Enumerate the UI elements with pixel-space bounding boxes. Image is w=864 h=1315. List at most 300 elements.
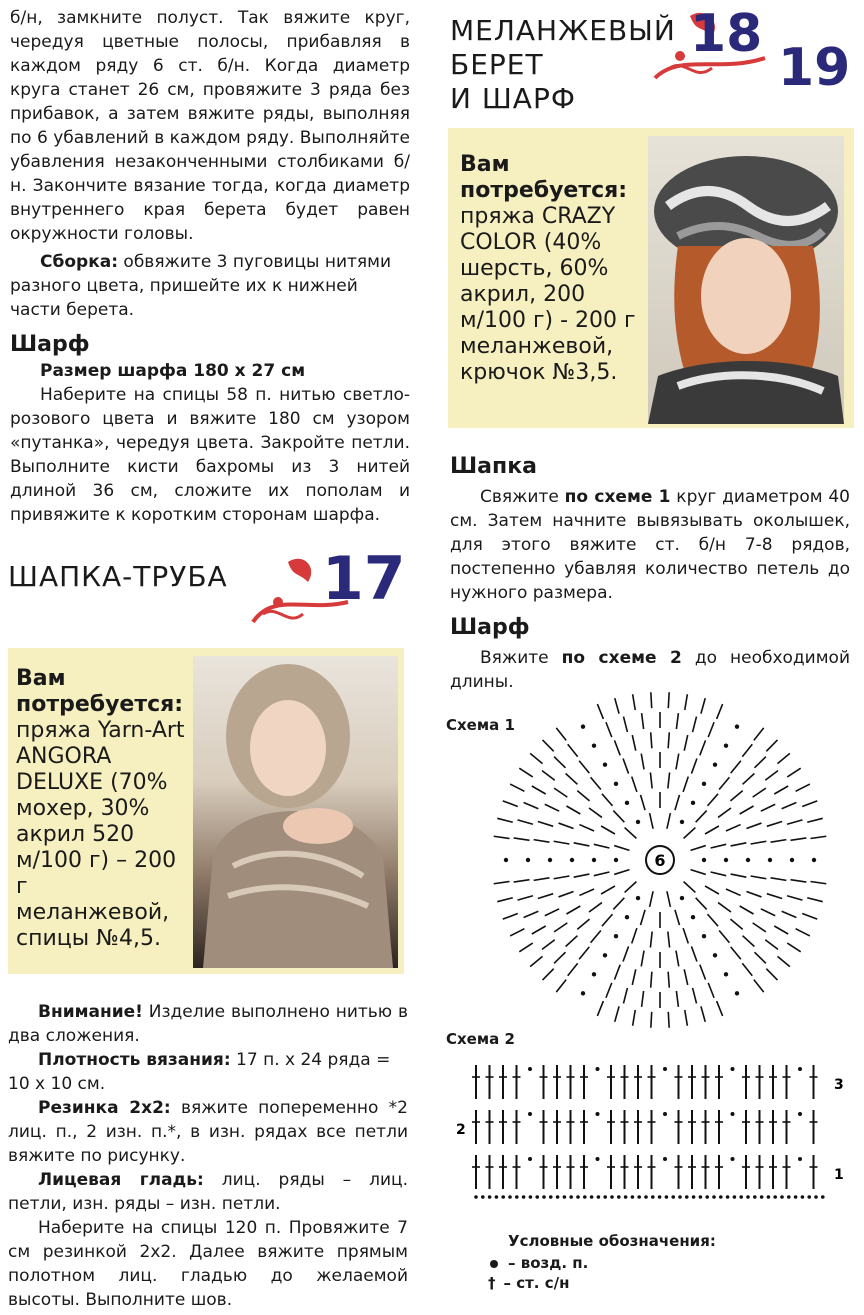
stitch-symbol — [718, 808, 731, 817]
stitch-symbol — [667, 891, 670, 907]
foundation-chain-dot — [665, 1195, 669, 1199]
chain-dot — [570, 858, 574, 862]
stitch-symbol — [510, 929, 524, 936]
stitch-symbol — [774, 786, 788, 794]
foundation-chain-dot — [590, 1195, 594, 1199]
assembly-label: Сборка: — [40, 252, 119, 272]
chain-dot — [636, 820, 640, 824]
stitch-symbol — [579, 825, 594, 831]
foundation-chain-dot — [474, 1195, 478, 1199]
stitch-symbol — [754, 757, 765, 768]
stitch-symbol — [691, 759, 696, 774]
chain-dot — [713, 763, 717, 767]
chain-dot — [504, 858, 508, 862]
stitch-symbol — [543, 969, 554, 980]
stitch-symbol — [524, 803, 539, 809]
chain-dot — [812, 858, 816, 862]
stitch-symbol — [650, 891, 653, 907]
foundation-chain-dot — [542, 1195, 546, 1199]
chain-dot — [636, 896, 640, 900]
tube-requirements-box — [8, 648, 404, 974]
tube-req-title: Вам потребуется: — [16, 666, 184, 717]
stitch-symbol — [668, 932, 670, 948]
tube-hat-title: ШАПКА-ТРУБА — [8, 560, 228, 593]
stitch-symbol — [518, 896, 533, 900]
stitch-symbol — [503, 914, 518, 920]
foundation-chain-dot — [685, 1195, 689, 1199]
stitch-symbol — [542, 771, 555, 781]
stitch-symbol — [559, 891, 574, 896]
stitch-symbol — [700, 965, 706, 980]
stitch-symbol — [787, 943, 800, 952]
stitch-symbol — [530, 753, 542, 763]
stitch-symbol — [510, 784, 524, 791]
stitch-symbol — [711, 844, 727, 848]
foundation-chain-dot — [481, 1195, 485, 1199]
stitch-symbol — [534, 878, 550, 881]
project-number-19: 19 — [778, 38, 851, 98]
assembly-paragraph — [10, 250, 410, 322]
stitch-symbol — [650, 813, 653, 829]
stitch-symbol — [787, 896, 802, 900]
stitch-symbol — [651, 692, 652, 708]
beret-title — [450, 14, 676, 116]
foundation-chain-dot — [699, 1195, 703, 1199]
stitch-symbol — [554, 876, 570, 879]
title-line-3: И ШАРФ — [450, 82, 576, 115]
stitch-symbol — [514, 880, 530, 882]
foundation-chain-dot — [522, 1195, 526, 1199]
stitch-symbol — [633, 694, 636, 710]
density-paragraph — [8, 1048, 408, 1096]
stitch-symbol — [684, 969, 687, 985]
woman-in-beret-image — [648, 136, 844, 424]
stitch-symbol — [554, 923, 567, 932]
stitch-symbol — [676, 754, 679, 770]
beret-requirements-box — [448, 128, 854, 428]
stitch-symbol — [632, 928, 637, 943]
stitch-symbol — [625, 882, 637, 893]
foundation-chain-dot — [712, 1195, 716, 1199]
stitch-symbol — [632, 777, 637, 792]
stitch-symbol — [668, 972, 669, 988]
stitch-symbol — [651, 732, 652, 748]
chain-dot — [528, 1157, 532, 1161]
stitch-symbol — [545, 804, 559, 811]
stitch-symbol — [642, 991, 644, 1007]
stitch-symbol — [731, 874, 747, 877]
stitch-symbol — [633, 1010, 636, 1026]
stitch-symbol — [614, 740, 620, 755]
foundation-chain-dot — [617, 1195, 621, 1199]
stitch-symbol — [613, 898, 624, 910]
chain-dot — [735, 991, 739, 995]
foundation-chain-dot — [671, 1195, 675, 1199]
foundation-chain-dot — [767, 1195, 771, 1199]
foundation-chain-dot — [610, 1195, 614, 1199]
stitch-symbol — [650, 932, 652, 948]
stitch-symbol — [810, 836, 826, 838]
stitch-symbol — [701, 698, 705, 713]
final-instructions: Наберите на спицы 120 п. Провяжите 7 см резинкой 2х2. Далее вяжите прямым полотном лиц. гладью до желаемой высоты. Выполните шов. — [8, 1218, 408, 1310]
tube-instructions — [8, 1000, 408, 1312]
foundation-chain-dot — [651, 1195, 655, 1199]
stitch-symbol — [566, 936, 578, 947]
scheme-2-diagram — [450, 1055, 850, 1205]
stitch-symbol — [530, 956, 542, 966]
foundation-chain-dot — [597, 1195, 601, 1199]
stitch-symbol — [742, 744, 752, 757]
stitch-symbol — [606, 983, 612, 998]
chain-dot — [724, 972, 728, 976]
stitch-symbol — [602, 794, 613, 806]
stitch-symbol — [700, 740, 706, 755]
stitch-symbol — [754, 952, 765, 963]
stitch-symbol — [623, 946, 628, 961]
stitch-symbol — [650, 773, 652, 789]
stitch-symbol — [777, 956, 789, 966]
foundation-chain-dot — [726, 1195, 730, 1199]
foundation-chain-dot — [787, 1195, 791, 1199]
legend-sc-row — [488, 1274, 716, 1292]
stitch-symbol — [614, 965, 620, 980]
tube-req-text: пряжа Yarn-Art ANGORA DELUXE (70% мохер, 30% акрил 520 м/100 г) – 200 г меланжевой, спицы №4,5. — [16, 718, 185, 951]
stitch-symbol — [554, 841, 570, 844]
attention-text: Изделие выполнено нитью в два сложения. — [8, 1002, 408, 1046]
density-label: Плотность вязания: — [38, 1050, 231, 1070]
foundation-chain-dot — [733, 1195, 737, 1199]
stitch-symbol — [767, 822, 782, 827]
stitch-symbol — [791, 838, 807, 840]
beret-req-title: Вам потребуется: — [460, 152, 628, 203]
foundation-chain-dot — [739, 1195, 743, 1199]
chain-dot — [702, 934, 706, 938]
stitch-symbol — [683, 777, 688, 792]
foundation-chain-dot — [488, 1195, 492, 1199]
stitch-symbol — [542, 940, 555, 950]
stitch-symbol — [684, 735, 687, 751]
stitch-symbol — [668, 732, 669, 748]
stitch-symbol — [667, 813, 670, 829]
stitch-symbol — [668, 692, 669, 708]
double-crochet-icon: † — [488, 1274, 496, 1292]
stitch-symbol — [696, 898, 707, 910]
title-line-1: МЕЛАНЖЕВЫЙ — [450, 14, 676, 47]
stitch-symbol — [743, 936, 755, 947]
chain-dot — [548, 858, 552, 862]
foundation-chain-dot — [576, 1195, 580, 1199]
stitch-symbol — [782, 911, 797, 917]
density-text: 17 п. х 24 ряда = 10 х 10 см. — [8, 1050, 391, 1094]
chain-dot — [526, 858, 530, 862]
row-number-label: 3 — [834, 1077, 844, 1093]
attention-paragraph — [8, 1000, 408, 1048]
stitch-symbol — [577, 919, 589, 929]
scheme-1-label: Схема 1 — [446, 716, 515, 734]
stitch-symbol — [787, 820, 802, 824]
chain-dot — [724, 743, 728, 747]
stitch-symbol — [683, 928, 688, 943]
chain-dot — [731, 1067, 735, 1071]
foundation-chain-dot — [746, 1195, 750, 1199]
stitch-symbol — [675, 910, 680, 925]
stitch-symbol — [579, 889, 594, 895]
stitch-symbol — [642, 713, 644, 729]
stitch-symbol — [685, 1010, 688, 1026]
stitch-symbol — [807, 898, 822, 902]
stitch-symbol — [614, 846, 629, 851]
stitch-symbol — [774, 926, 788, 934]
stitch-symbol — [761, 804, 775, 811]
chain-dot — [528, 1112, 532, 1116]
stitch-symbol — [589, 903, 602, 912]
stitch-symbol — [623, 988, 627, 1004]
stitch-symbol — [746, 823, 761, 828]
chain-dot — [614, 934, 618, 938]
stitch-symbol — [676, 991, 678, 1007]
stitch-symbol — [556, 728, 566, 741]
legend-sc-text: – ст. с/н — [503, 1274, 570, 1292]
stitch-symbol — [554, 952, 565, 963]
stitch-symbol — [731, 843, 747, 846]
stitch-symbol — [538, 822, 553, 827]
stitch-symbol — [766, 740, 777, 751]
stitch-symbol — [534, 840, 550, 843]
stitch-symbol — [765, 771, 778, 781]
stitch-symbol — [726, 889, 741, 895]
left-column — [10, 6, 410, 527]
stitch-symbol — [753, 788, 766, 797]
stitch-symbol — [601, 826, 615, 834]
stitch-symbol — [708, 983, 714, 998]
foundation-chain-dot — [603, 1195, 607, 1199]
chain-dot — [691, 801, 695, 805]
stitch-symbol — [711, 872, 727, 876]
foundation-chain-dot — [773, 1195, 777, 1199]
stitch-symbol — [691, 846, 706, 851]
chain-dot — [724, 858, 728, 862]
scarf-text-a: Вяжите — [480, 648, 562, 668]
stitch-symbol — [675, 795, 680, 810]
chain-dot — [691, 915, 695, 919]
stitch-symbol — [761, 909, 775, 916]
stitch-symbol — [693, 717, 697, 733]
chain-dot — [596, 1157, 600, 1161]
foundation-chain-dot — [658, 1195, 662, 1199]
stitch-symbol — [719, 930, 729, 942]
rib-label: Резинка 2х2: — [38, 1098, 171, 1118]
row-number-label: 1 — [834, 1167, 844, 1183]
chain-dot — [614, 858, 618, 862]
stitch-symbol — [753, 923, 766, 932]
stitch-symbol — [623, 717, 627, 733]
chain-dot — [746, 858, 750, 862]
stitch-symbol — [743, 774, 755, 785]
title-line-2: БЕРЕТ — [450, 48, 544, 81]
foundation-chain-dot — [495, 1195, 499, 1199]
foundation-chain-dot — [801, 1195, 805, 1199]
stitch-symbol — [577, 791, 589, 801]
stockinette-paragraph — [8, 1168, 408, 1216]
stitch-symbol — [696, 811, 707, 823]
scheme-1-center-count: 6 — [654, 851, 666, 870]
chain-dot — [592, 858, 596, 862]
chain-dot — [614, 782, 618, 786]
chain-dot — [596, 1067, 600, 1071]
stitch-symbol — [717, 704, 723, 719]
stitch-symbol — [640, 910, 645, 925]
stitch-symbol — [718, 903, 731, 912]
beret-req-text: пряжа CRAZY COLOR (40% шерсть, 60% акрил, 200 м/100 г) - 200 г меланжевой, крючок №3,5. — [460, 204, 636, 385]
assembly-text: обвяжите 3 пуговицы нитями разного цвета, пришейте их к нижней части берета. — [10, 252, 392, 320]
stitch-symbol — [538, 894, 553, 899]
foundation-chain-dot — [814, 1195, 818, 1199]
foundation-chain-dot — [760, 1195, 764, 1199]
chain-dot — [596, 1112, 600, 1116]
stitch-symbol — [693, 988, 697, 1004]
stitch-symbol — [717, 1001, 723, 1016]
stitch-symbol — [771, 878, 787, 881]
stitch-symbol — [796, 929, 810, 936]
stitch-symbol — [707, 794, 718, 806]
legend-chain-row — [508, 1254, 716, 1272]
stitch-symbol — [691, 870, 706, 875]
chain-dot — [731, 1157, 735, 1161]
chain-dot — [798, 1112, 802, 1116]
foundation-chain-dot — [624, 1195, 628, 1199]
attention-label: Внимание! — [38, 1002, 143, 1022]
foundation-chain-dot — [719, 1195, 723, 1199]
stitch-symbol — [802, 914, 817, 920]
stitch-symbol — [676, 951, 679, 967]
stitch-symbol — [519, 768, 532, 777]
stitch-symbol — [497, 898, 512, 902]
stitch-symbol — [754, 728, 764, 741]
foundation-chain-dot — [705, 1195, 709, 1199]
stitch-symbol — [579, 761, 589, 773]
stitch-symbol — [554, 757, 565, 768]
hat-scheme-ref: по схеме 1 — [564, 487, 671, 507]
stitch-symbol — [614, 870, 629, 875]
chain-dot — [768, 858, 772, 862]
chain-dot — [663, 1112, 667, 1116]
scheme-1-diagram — [480, 688, 840, 1033]
scarf-instructions: Наберите на спицы 58 п. нитью светло-розового цвета и вяжите 180 см узором «путанка», чередуя цвета. Закройте петли. Выполните кисти бахромы из 3 нитей длиной 36 см, сложите их пополам и привяжите к коротким сторонам шарфа. — [10, 385, 410, 525]
stitch-symbol — [606, 722, 612, 737]
legend-title: Условные обозначения: — [508, 1232, 716, 1250]
chain-dot — [603, 953, 607, 957]
woman-in-snood-image — [193, 656, 398, 968]
stitch-symbol — [791, 880, 807, 882]
chain-dot — [603, 763, 607, 767]
stitch-symbol — [601, 886, 615, 894]
stitch-symbol — [802, 801, 817, 807]
stitch-symbol — [751, 876, 767, 879]
stitch-symbol — [518, 820, 533, 824]
stitch-symbol — [782, 803, 797, 809]
chain-dot — [798, 1067, 802, 1071]
rib-text: вяжите попеременно *2 лиц. п., 2 изн. п.*, в изн. рядах все петли вяжите по рисунку. — [8, 1098, 408, 1166]
stitch-symbol — [566, 774, 578, 785]
legend-chain-text: – возд. п. — [508, 1254, 589, 1272]
foundation-chain-dot — [535, 1195, 539, 1199]
stitch-symbol — [719, 777, 729, 789]
stitch-symbol — [532, 786, 546, 794]
foundation-chain-dot — [780, 1195, 784, 1199]
foundation-chain-dot — [644, 1195, 648, 1199]
stitch-symbol — [810, 881, 826, 883]
stitch-symbol — [705, 886, 719, 894]
stitch-symbol — [574, 874, 590, 877]
chain-dot — [581, 724, 585, 728]
foundation-chain-dot — [678, 1195, 682, 1199]
stitch-symbol — [591, 777, 601, 789]
stockinette-label: Лицевая гладь: — [38, 1170, 204, 1190]
stitch-symbol — [668, 773, 670, 789]
foundation-chain-dot — [753, 1195, 757, 1199]
foundation-chain-dot — [794, 1195, 798, 1199]
stitch-symbol — [524, 911, 539, 917]
stitch-symbol — [641, 951, 644, 967]
stitch-symbol — [765, 940, 778, 950]
chain-dot — [581, 991, 585, 995]
stitch-symbol — [615, 1006, 619, 1021]
stitch-symbol — [684, 828, 696, 839]
stitch-symbol — [559, 823, 574, 828]
chain-dot — [680, 820, 684, 824]
stitch-symbol — [730, 919, 742, 929]
stitch-symbol — [623, 759, 628, 774]
foundation-chain-dot — [529, 1195, 533, 1199]
hat-section — [450, 454, 850, 694]
stitch-symbol — [676, 713, 678, 729]
stitch-symbol — [751, 841, 767, 844]
scarf-scheme-ref: по схеме 2 — [561, 648, 682, 668]
stitch-symbol — [651, 1012, 652, 1028]
stitch-symbol — [787, 768, 800, 777]
hat-text-b: круг диаметром 40 см. Затем начните вывязывать околышек, для этого вяжите ст. б/н 7-8 рядов, постепенно убавляя количество петель до нужного размера. — [450, 487, 850, 603]
row-number-label: 2 — [456, 1122, 466, 1138]
stitch-symbol — [766, 969, 777, 980]
stitch-symbol — [640, 795, 645, 810]
stitch-symbol — [532, 926, 546, 934]
beret-instructions: б/н, замкните полуст. Так вяжите круг, чередуя цветные полосы, прибавляя в каждом ряду 6 ст. б/н. Когда диаметр круга станет 26 см, провяжите 3 ряда без прибавок, а затем вяжите ряды, выполняя по 6 убавлений в каждом ряду. Выполняйте убавления незаконченными столбиками б/н. Закончите вязание тогда, когда диаметр внутреннего края берета будет равен окружности головы. — [10, 8, 410, 244]
stitch-symbol — [591, 930, 601, 942]
foundation-chain-dot — [692, 1195, 696, 1199]
foundation-chain-dot — [501, 1195, 505, 1199]
rib-paragraph — [8, 1096, 408, 1168]
stitch-symbol — [740, 806, 754, 814]
chain-dot — [663, 1157, 667, 1161]
scarf-text-b: до необходимой длины. — [450, 648, 850, 692]
stitch-symbol — [796, 784, 810, 791]
stitch-symbol — [685, 694, 688, 710]
stitch-symbol — [754, 980, 764, 993]
stitch-symbol — [771, 840, 787, 843]
stitch-symbol — [568, 744, 578, 757]
scarf-heading: Шарф — [10, 332, 90, 357]
stitch-symbol — [615, 698, 619, 713]
chain-dot — [592, 972, 596, 976]
foundation-chain-dot — [549, 1195, 553, 1199]
chain-dot — [528, 1067, 532, 1071]
foundation-chain-dot — [563, 1195, 567, 1199]
stitch-symbol — [589, 808, 602, 817]
scarf-size: Размер шарфа 180 х 27 см — [40, 361, 306, 381]
stitch-symbol — [701, 1006, 705, 1021]
stitch-symbol — [543, 740, 554, 751]
stitch-symbol — [740, 906, 754, 914]
